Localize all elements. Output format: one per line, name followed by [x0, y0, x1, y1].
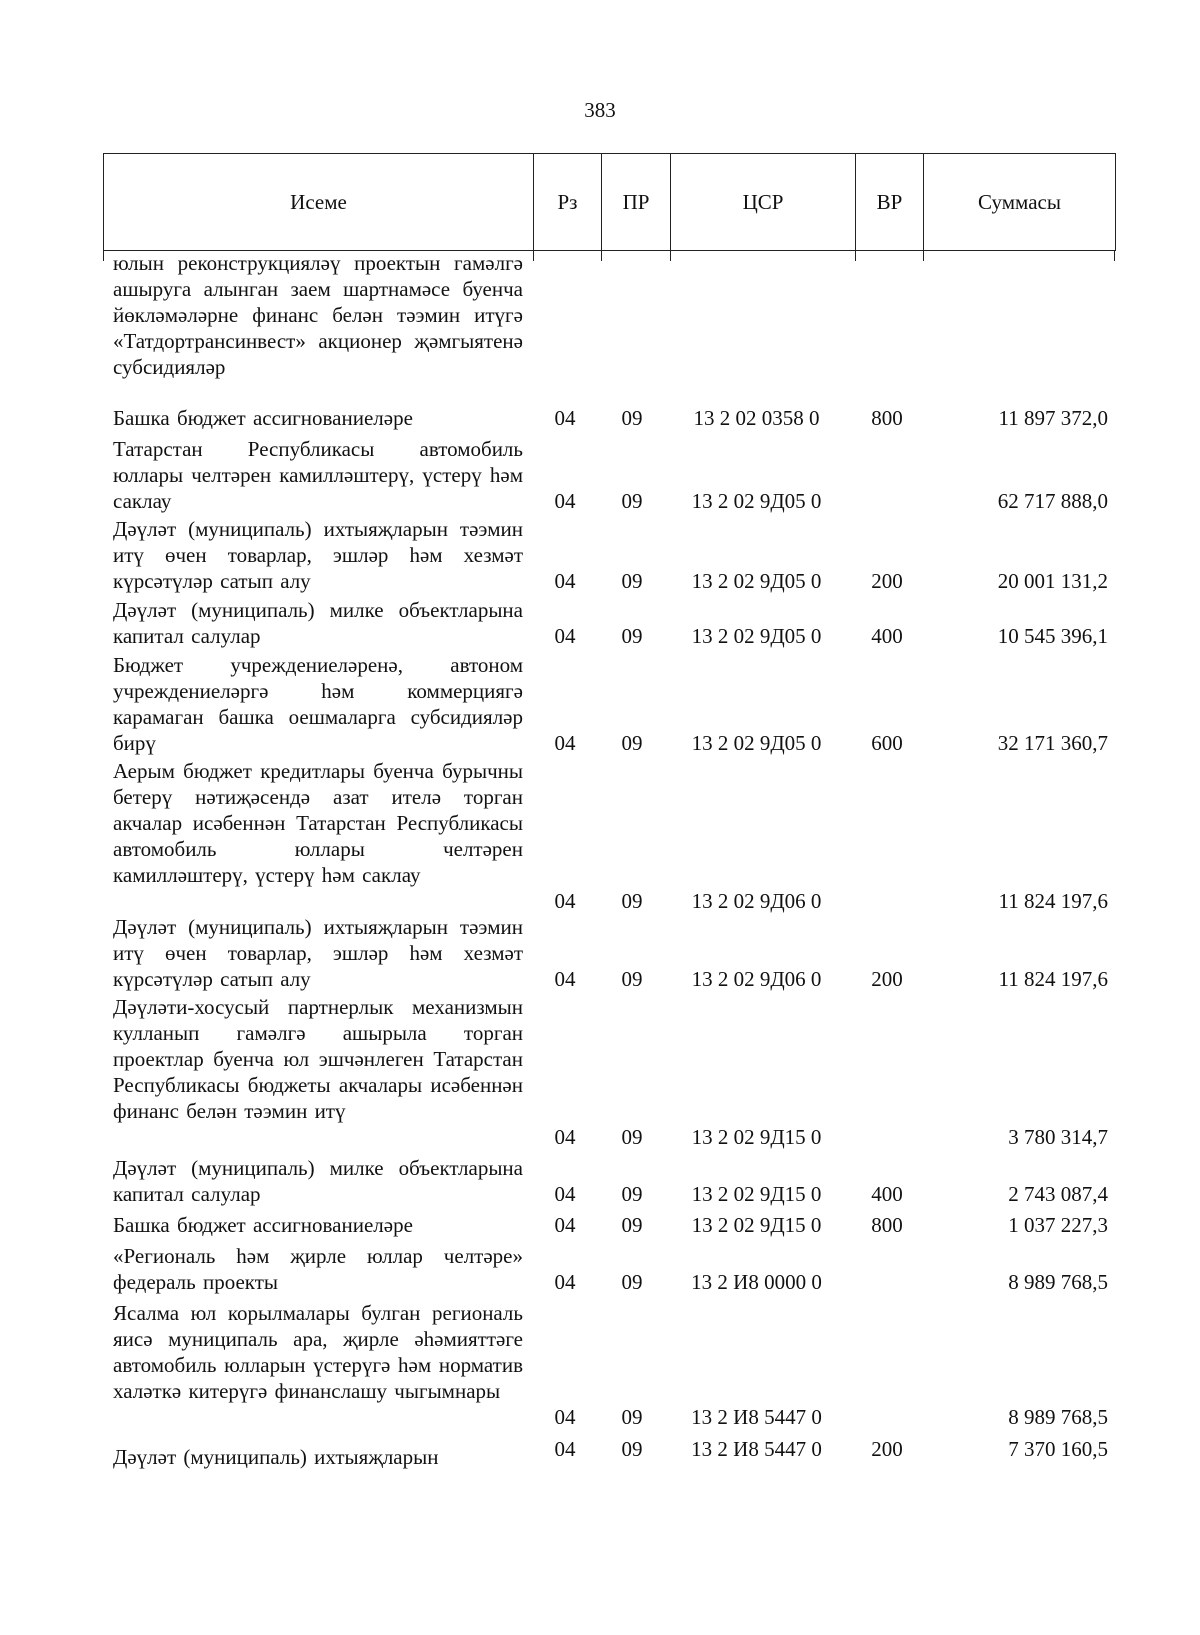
row-pr: 09: [621, 624, 643, 648]
row-rz: 04: [554, 1270, 576, 1294]
column-divider: [103, 251, 104, 261]
row-vr: 200: [871, 967, 903, 991]
row-pr: 09: [621, 889, 643, 913]
row-rz: 04: [554, 967, 576, 991]
row-sum: 7 370 160,5: [1008, 1437, 1108, 1461]
column-divider: [601, 251, 602, 261]
row-vr: 200: [871, 569, 903, 593]
row-csr: 13 2 И8 5447 0: [691, 1405, 822, 1429]
row-csr: 13 2 02 9Д05 0: [691, 624, 822, 648]
column-divider: [533, 251, 534, 261]
column-divider: [855, 251, 856, 261]
row-vr: 200: [871, 1437, 903, 1461]
row-pr: 09: [621, 1405, 643, 1429]
row-name: Башка бюджет ассигнованиеләре: [113, 1213, 413, 1237]
row-sum: 11 897 372,0: [998, 406, 1108, 430]
row-sum: 1 037 227,3: [1008, 1213, 1108, 1237]
row-pr: 09: [621, 406, 643, 430]
row-pr: 09: [621, 489, 643, 513]
row-name: Бюджет учреждениеләренә, автоном учреждениеләргә һәм коммерциягә карамаган башка оешмаларга субсидияләр бирү: [113, 653, 523, 755]
row-sum: 20 001 131,2: [997, 569, 1108, 593]
row-name: Дәүләт (муниципаль) ихтыяҗларын тәэмин итү өчен товарлар, эшләр һәм хезмәт күрсәтүләр сатып алу: [113, 915, 523, 991]
row-csr: 13 2 02 9Д15 0: [691, 1213, 822, 1237]
row-name: юлын реконструкцияләү проектын гамәлгә ашыруга алынган заем шартнамәсе буенча йөкләмәләрне финанс белән тәэмин итүгә «Татдортрансинвест» акционер җәмгыятенә субсидияләр: [113, 251, 523, 379]
column-divider: [1114, 251, 1115, 261]
row-vr: 600: [871, 731, 903, 755]
header-vr: ВР: [856, 154, 924, 250]
row-vr: 400: [871, 624, 903, 648]
row-csr: 13 2 02 0358 0: [693, 406, 820, 430]
row-sum: 32 171 360,7: [997, 731, 1108, 755]
column-divider: [923, 251, 924, 261]
row-vr: 800: [871, 406, 903, 430]
row-vr: 800: [871, 1213, 903, 1237]
row-csr: 13 2 02 9Д06 0: [691, 967, 822, 991]
row-rz: 04: [554, 624, 576, 648]
row-rz: 04: [554, 889, 576, 913]
row-csr: 13 2 02 9Д06 0: [691, 889, 822, 913]
row-rz: 04: [554, 489, 576, 513]
row-pr: 09: [621, 1270, 643, 1294]
row-name: Аерым бюджет кредитлары буенча бурычны бетерү нәтиҗәсендә азат ителә торган акчалар исәбеннән Татарстан Республикасы автомобиль юллары челтәрен камилләштерү, үстерү һәм саклау: [113, 759, 523, 887]
row-name: Дәүләт (муниципаль) ихтыяҗларын тәэмин итү өчен товарлар, эшләр һәм хезмәт күрсәтүләр сатып алу: [113, 517, 523, 593]
row-rz: 04: [554, 1182, 576, 1206]
row-name: Дәүләт (муниципаль) ихтыяҗларын: [113, 1445, 439, 1469]
row-csr: 13 2 И8 0000 0: [691, 1270, 822, 1294]
row-sum: 62 717 888,0: [997, 489, 1108, 513]
header-name: Исеме: [104, 154, 534, 250]
table-header: [103, 153, 1116, 251]
row-name: Дәүләт (муниципаль) милке объектларына капитал салулар: [113, 598, 523, 648]
row-sum: 2 743 087,4: [1008, 1182, 1108, 1206]
row-pr: 09: [621, 1182, 643, 1206]
row-pr: 09: [621, 1125, 643, 1149]
header-csr: ЦСР: [671, 154, 856, 250]
row-csr: 13 2 02 9Д15 0: [691, 1182, 822, 1206]
row-vr: 400: [871, 1182, 903, 1206]
header-rz: Рз: [534, 154, 602, 250]
row-rz: 04: [554, 569, 576, 593]
row-pr: 09: [621, 967, 643, 991]
row-name: Ясалма юл корылмалары булган региональ яисә муниципаль ара, җирле әһәмияттәге автомобиль юлларын үстерүгә һәм норматив халәткә китерүгә финанслашу чыгымнары: [113, 1301, 523, 1403]
row-sum: 11 824 197,6: [998, 889, 1108, 913]
row-name: Башка бюджет ассигнованиеләре: [113, 406, 413, 430]
row-sum: 3 780 314,7: [1008, 1125, 1108, 1149]
row-rz: 04: [554, 1405, 576, 1429]
row-pr: 09: [621, 1213, 643, 1237]
row-rz: 04: [554, 1437, 576, 1461]
row-rz: 04: [554, 1213, 576, 1237]
row-csr: 13 2 02 9Д05 0: [691, 569, 822, 593]
row-name: Дәүләти-хосусый партнерлык механизмын кулланып гамәлгә ашырыла торган проектлар буенча юл эшчәнлеген Татарстан Республикасы бюджеты акчалары исәбеннән финанс белән тәэмин итү: [113, 995, 523, 1123]
row-rz: 04: [554, 731, 576, 755]
row-sum: 8 989 768,5: [1008, 1270, 1108, 1294]
row-pr: 09: [621, 569, 643, 593]
row-pr: 09: [621, 731, 643, 755]
row-csr: 13 2 02 9Д15 0: [691, 1125, 822, 1149]
header-sum: Суммасы: [978, 189, 1061, 214]
row-name: «Региональ һәм җирле юллар челтәре» федераль проекты: [113, 1244, 523, 1294]
row-sum: 11 824 197,6: [998, 967, 1108, 991]
row-sum: 8 989 768,5: [1008, 1405, 1108, 1429]
page-number: 383: [584, 98, 616, 122]
row-csr: 13 2 И8 5447 0: [691, 1437, 822, 1461]
row-name: Дәүләт (муниципаль) милке объектларына капитал салулар: [113, 1156, 523, 1206]
row-csr: 13 2 02 9Д05 0: [691, 489, 822, 513]
row-sum: 10 545 396,1: [997, 624, 1108, 648]
row-rz: 04: [554, 1125, 576, 1149]
row-pr: 09: [621, 1437, 643, 1461]
header-pr: ПР: [602, 154, 671, 250]
column-divider: [670, 251, 671, 261]
row-rz: 04: [554, 406, 576, 430]
row-csr: 13 2 02 9Д05 0: [691, 731, 822, 755]
row-name: Татарстан Республикасы автомобиль юллары челтәрен камилләштерү, үстерү һәм саклау: [113, 437, 523, 513]
